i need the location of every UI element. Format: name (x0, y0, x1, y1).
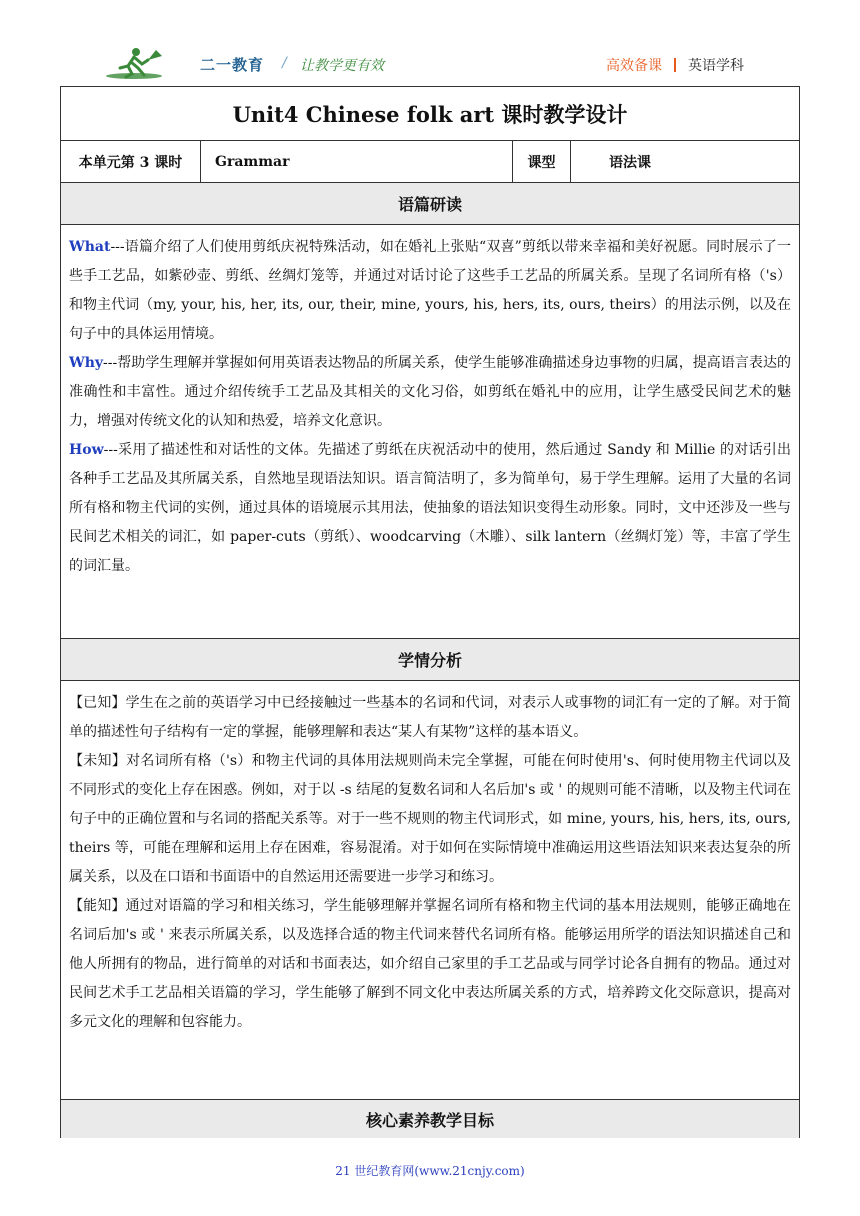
student-analysis-body (61, 681, 799, 1100)
header-tag-efficient: 高效备课 (606, 58, 662, 74)
why-paragraph (69, 349, 791, 436)
able-paragraph: 【能知】通过对语篇的学习和相关练习，学生能够理解并掌握名词所有格和物主代词的基本用法规则，能够正确地在名词后加's 或 ' 来表示所属关系，以及选择合适的物主代词来替代名词所有格。能够运用所学的语法知识描述自己和他人所拥有的物品，进行简单的对话和书面表达，如介绍自己家里的手工艺品或与同学讨论各自拥有的物品。通过对民间艺术手工艺品相关语篇的学习，学生能够了解到不同文化中表达所属关系的方式，培养跨文化交际意识，提高对多元文化的理解和包容能力。 (69, 898, 791, 1030)
header-divider (674, 58, 676, 72)
document-title: Unit4 Chinese folk art 课时教学设计 (61, 87, 799, 141)
lesson-type-label: 课型 (513, 141, 571, 183)
known-paragraph: 【已知】学生在之前的英语学习中已经接触过一些基本的名词和代词，对表示人或事物的词汇有一定的了解。对于简单的描述性句子结构有一定的掌握，能够理解和表达“某人有某物”这样的基本语义。 (69, 695, 791, 740)
how-keyword: How (69, 442, 104, 458)
section-heading-student-analysis: 学情分析 (61, 639, 799, 681)
lesson-info-row (61, 141, 799, 183)
lesson-plan-table (60, 86, 800, 1138)
why-text: ---帮助学生理解并掌握如何用英语表达物品的所属关系，使学生能够准确描述身边事物的归属，提高语言表达的准确性和丰富性。通过介绍传统手工艺品及其相关的文化习俗，如剪纸在婚礼中的应用，让学生感受民间艺术的魅力，增强对传统文化的认知和热爱，培养文化意识。 (69, 355, 791, 429)
what-paragraph (69, 233, 791, 349)
what-keyword: What (69, 239, 111, 255)
how-paragraph (69, 436, 791, 581)
lesson-topic: Grammar (201, 141, 513, 183)
how-text: ---采用了描述性和对话性的文体。先描述了剪纸在庆祝活动中的使用，然后通过 Sandy 和 Millie 的对话引出各种手工艺品及其所属关系，自然地呈现语法知识。语言简洁明了，多为简单句，易于学生理解。运用了大量的名词所有格和物主代词的实例，通过具体的语境展示其用法，使抽象的语法知识变得生动形象。同时，文中还涉及一些与民间艺术相关的词汇，如 paper-cuts（剪纸）、woodcarving（木雕）、silk lantern（丝绸灯笼）等，丰富了学生的词汇量。 (69, 442, 791, 574)
unknown-paragraph: 【未知】对名词所有格（'s）和物主代词的具体用法规则尚未完全掌握，可能在何时使用's、何时使用物主代词以及不同形式的变化上存在困惑。例如，对于以 -s 结尾的复数名词和人名后加's 或 ' 的规则可能不清晰，以及物主代词在句子中的正确位置和与名词的搭配关系等。对于一些不规则的物主代词形式，如 mine, yours, his, hers, its, ours, theirs 等，可能在理解和运用上存在困难，容易混淆。对于如何在实际情境中准确运用这些语法知识来表达复杂的所属关系，以及在口语和书面语中的自然运用还需要进一步学习和练习。 (69, 753, 791, 885)
what-text: ---语篇介绍了人们使用剪纸庆祝特殊活动，如在婚礼上张贴“双喜”剪纸以带来幸福和美好祝愿。同时展示了一些手工艺品，如紫砂壶、剪纸、丝绸灯笼等，并通过对话讨论了这些手工艺品的所属关系。呈现了名词所有格（'s）和物主代词（my, your, his, her, its, our, their, mine, yours, his, hers, its, ours, theirs）的用法示例，以及在句子中的具体运用情境。 (69, 239, 791, 342)
brand-name: 二一教育 (200, 56, 265, 74)
text-analysis-body (61, 225, 799, 639)
header-separator: / (282, 55, 287, 71)
lesson-type-value: 语法课 (609, 155, 651, 171)
page-header (60, 40, 800, 86)
section-heading-core-goals: 核心素养教学目标 (61, 1100, 799, 1138)
section-heading-text-analysis: 语篇研读 (61, 183, 799, 225)
brand-slogan: 让教学更有效 (300, 58, 384, 74)
lesson-number: 本单元第 3 课时 (61, 141, 201, 183)
header-right (606, 55, 744, 75)
page-footer: 21 世纪教育网(www.21cnjy.com) (335, 1164, 525, 1178)
why-keyword: Why (69, 355, 104, 371)
header-tag-subject: 英语学科 (688, 58, 744, 74)
